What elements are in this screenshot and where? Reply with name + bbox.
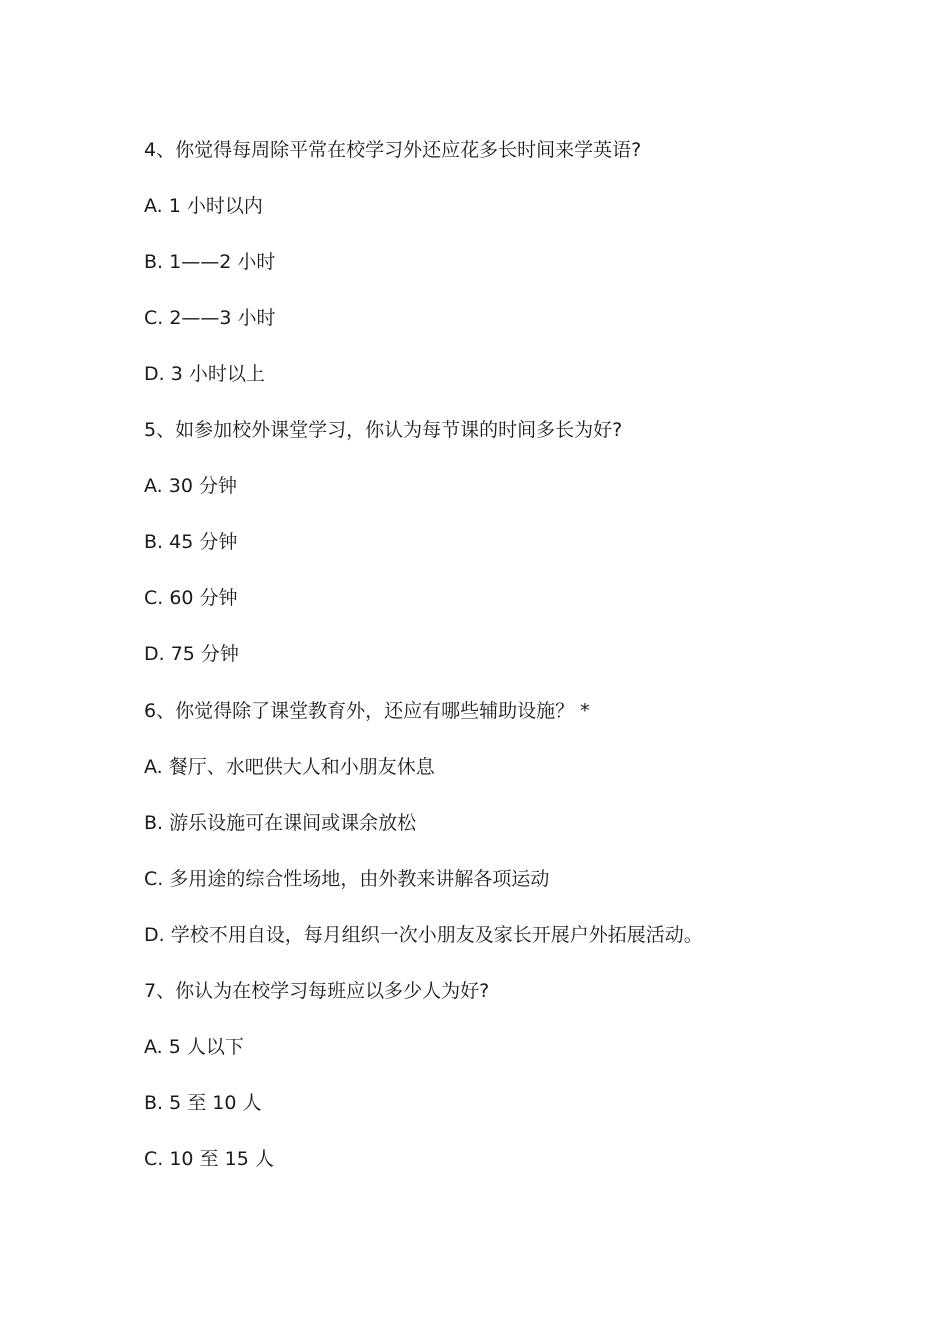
question-5-option-b: B. 45 分钟 <box>144 531 238 553</box>
question-6-option-d: D. 学校不用自设，每月组织一次小朋友及家长开展户外拓展活动。 <box>144 924 703 946</box>
question-6-option-a: A. 餐厅、水吧供大人和小朋友休息 <box>144 756 435 778</box>
question-4-option-c: C. 2——3 小时 <box>144 307 276 329</box>
question-6-option-b: B. 游乐设施可在课间或课余放松 <box>144 812 417 834</box>
question-4-option-a: A. 1 小时以内 <box>144 195 263 217</box>
question-5-option-c: C. 60 分钟 <box>144 587 238 609</box>
question-6: 6、你觉得除了课堂教育外，还应有哪些辅助设施？ * <box>144 700 590 722</box>
question-6-option-c: C. 多用途的综合性场地，由外教来讲解各项运动 <box>144 868 550 890</box>
question-5-option-a: A. 30 分钟 <box>144 475 237 497</box>
question-5-option-d: D. 75 分钟 <box>144 643 239 665</box>
question-4-option-d: D. 3 小时以上 <box>144 363 265 385</box>
question-7-option-a: A. 5 人以下 <box>144 1036 244 1058</box>
question-4: 4、你觉得每周除平常在校学习外还应花多长时间来学英语? <box>144 139 642 161</box>
question-7: 7、你认为在校学习每班应以多少人为好? <box>144 980 490 1002</box>
question-7-option-c: C. 10 至 15 人 <box>144 1148 274 1170</box>
question-7-option-b: B. 5 至 10 人 <box>144 1092 262 1114</box>
question-5: 5、如参加校外课堂学习，你认为每节课的时间多长为好? <box>144 419 623 441</box>
question-4-option-b: B. 1——2 小时 <box>144 251 276 273</box>
